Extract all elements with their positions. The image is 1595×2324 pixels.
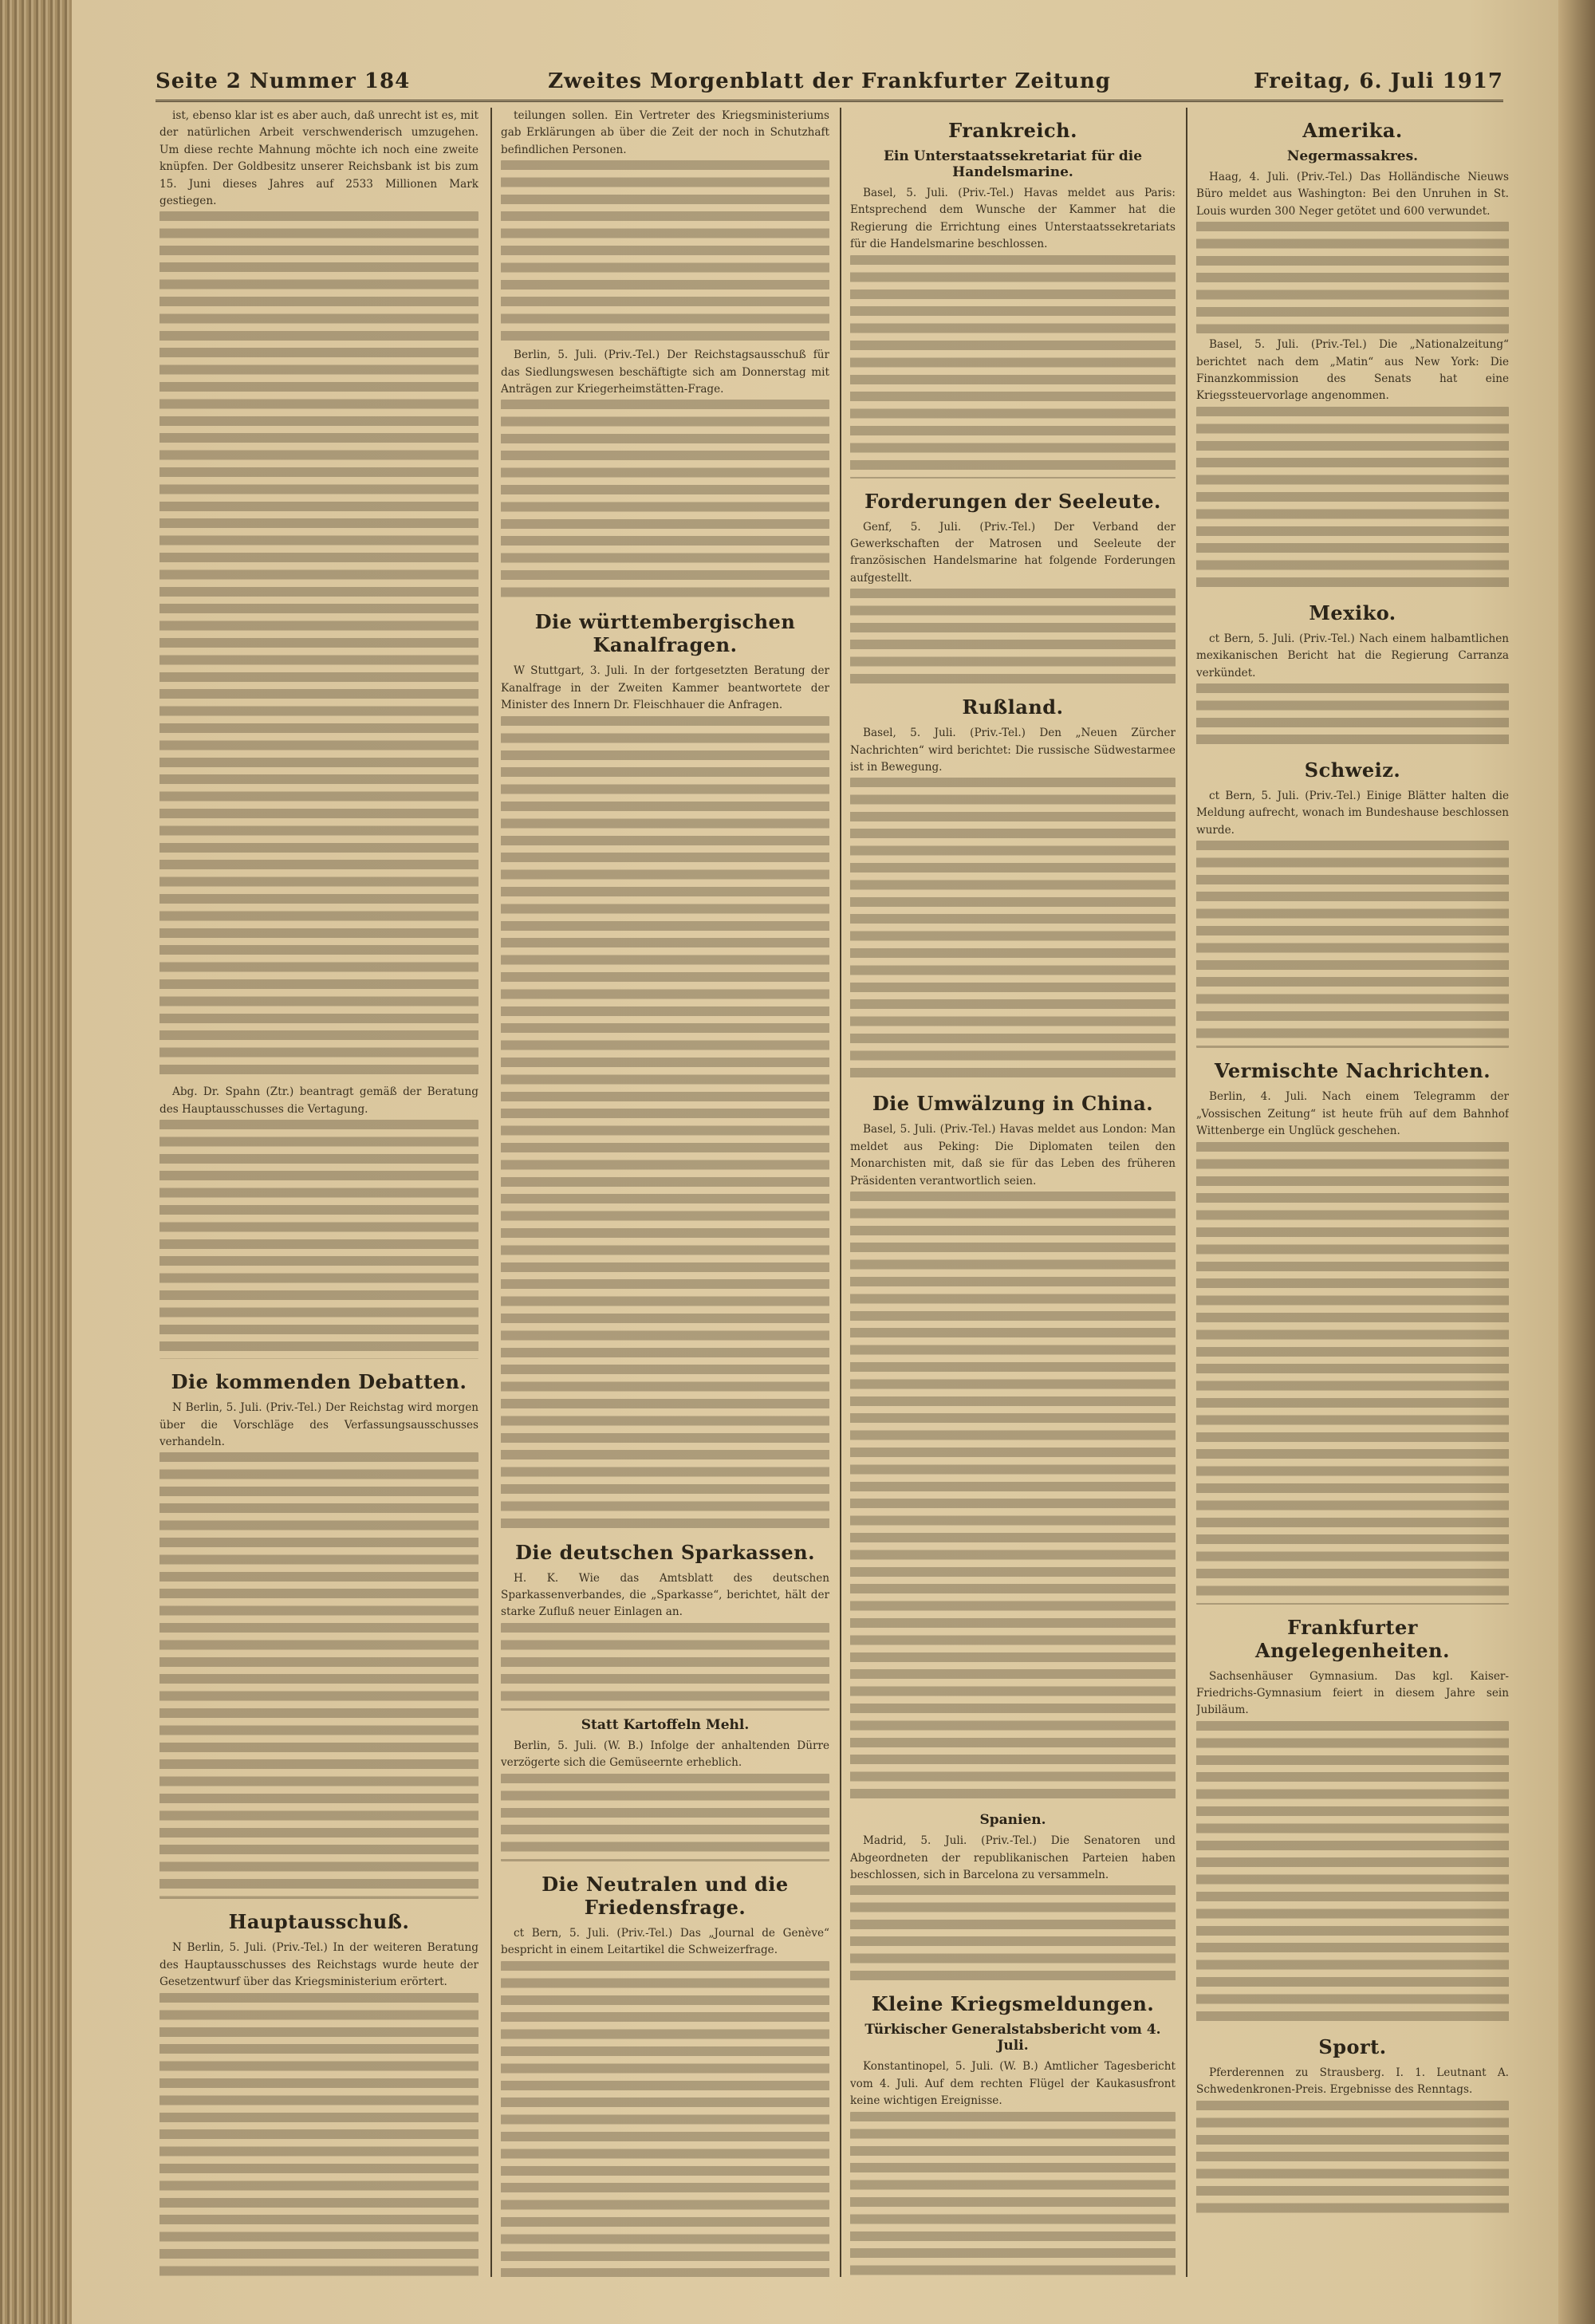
article-paragraph: Madrid, 5. Juli. (Priv.-Tel.) Die Senatoren und Abgeordneten der republikanischen Parteien haben beschlossen, sich in Barcelona zu versammeln. — [850, 1834, 1176, 1881]
article-body-text — [501, 1774, 829, 1861]
article-subheadline: Spanien. — [979, 1812, 1046, 1829]
page-edge — [1558, 0, 1595, 2324]
article-headline: Rußland. — [962, 695, 1064, 719]
column-1 — [160, 108, 478, 2277]
article-paragraph: Basel, 5. Juli. (Priv.-Tel.) Havas meldet aus Paris: Entsprechend dem Wunsche der Kammer hat die Regierung die Errichtung eines Unterstaatssekretariats für die Handelsmarine beschlossen. — [850, 187, 1176, 251]
article-body-text — [850, 1192, 1176, 1806]
article-subheadline: Ein Unterstaatssekretariat für die Handelsmarine. — [883, 148, 1143, 180]
article-paragraph: Sachsenhäuser Gymnasium. Das kgl. Kaiser-Friedrichs-Gymnasium feiert in diesem Jahre sein Jubiläum. — [1196, 1669, 1509, 1717]
article-body-text — [160, 211, 478, 1081]
article-paragraph: Basel, 5. Juli. (Priv.-Tel.) Den „Neuen Zürcher Nachrichten“ wird berichtet: Die russische Südwestarmee ist in Bewegung. — [850, 727, 1176, 774]
article-paragraph: Abg. Dr. Spahn (Ztr.) beantragt gemäß der Beratung des Hauptausschusses die Vertagung. — [160, 1085, 478, 1116]
article-body-text — [501, 1623, 829, 1711]
article-headline: Die Umwälzung in China. — [872, 1092, 1154, 1116]
article-paragraph: ist, ebenso klar ist es aber auch, daß unrecht ist es, mit der natürlichen Arbeit verschwenderisch umzugehen. Um diese rechte Mahnung möchte ich noch eine zweite knüpfen. Der Goldbesitz unserer Reichsbank ist bis zum 15. Juni dieses Jahres auf 2533 Millionen Mark gestiegen. — [160, 109, 478, 208]
article-paragraph: Basel, 5. Juli. (Priv.-Tel.) Die „Nationalzeitung“ berichtet nach dem „Matin“ aus New York: Die Finanzkommission des Senats hat eine Kriegssteuervorlage angenommen. — [1196, 338, 1509, 403]
article-subheadline: Negermassakres. — [1286, 148, 1419, 164]
article-body-text — [160, 1993, 478, 2277]
article-headline: Forderungen der Seeleute. — [864, 489, 1161, 513]
article-subheadline: Türkischer Generalstabsbericht vom 4. Juli. — [864, 2022, 1161, 2054]
masthead — [156, 68, 1503, 102]
article-body-text — [501, 1961, 829, 2278]
article-body-text — [850, 255, 1176, 479]
article-paragraph: Pferderennen zu Strausberg. I. 1. Leutnant A. Schwedenkronen-Preis. Ergebnisse des Renntags. — [1196, 2066, 1509, 2097]
column-4 — [1196, 108, 1509, 2277]
article-headline: Amerika. — [1302, 119, 1403, 142]
article-paragraph: teilungen sollen. Ein Vertreter des Kriegsministeriums gab Erklärungen ab über die Zeit der noch in Schutzhaft befindlichen Personen. — [501, 109, 829, 156]
article-headline: Die deutschen Sparkassen. — [515, 1540, 815, 1564]
issue-date: Freitag, 6. Juli 1917 — [1254, 69, 1503, 93]
article-headline: Frankfurter Angelegenheiten. — [1254, 1615, 1450, 1662]
article-body-text — [850, 778, 1176, 1081]
article-body-text — [1196, 1142, 1509, 1605]
article-body-text — [1196, 407, 1509, 590]
article-paragraph: H. K. Wie das Amtsblatt des deutschen Sparkassenverbandes, die „Sparkasse“, berichtet, hält der starke Zufluß neuer Einlagen an. — [501, 1571, 829, 1619]
article-body-text — [501, 400, 829, 599]
article-paragraph: N Berlin, 5. Juli. (Priv.-Tel.) Der Reichstag wird morgen über die Vorschläge des Verfassungsausschusses verhandeln. — [160, 1401, 478, 1449]
article-headline: Die Neutralen und die Friedensfrage. — [542, 1872, 789, 1919]
article-body-text — [850, 1885, 1176, 1981]
article-body-text — [160, 1452, 478, 1899]
column-rule — [840, 108, 841, 2277]
article-body-text — [501, 716, 829, 1530]
article-body-text — [1196, 683, 1509, 747]
article-headline: Die kommenden Debatten. — [171, 1370, 467, 1394]
article-headline: Sport. — [1318, 2034, 1387, 2058]
article-headline: Frankreich. — [948, 119, 1077, 142]
column-rule — [1186, 108, 1187, 2277]
article-body-text — [1196, 2101, 1509, 2220]
article-body-text — [1196, 222, 1509, 333]
book-binding — [0, 0, 72, 2324]
article-headline: Die württembergischen Kanalfragen. — [534, 610, 796, 657]
article-paragraph: ct Bern, 5. Juli. (Priv.-Tel.) Das „Journal de Genève“ bespricht in einem Leitartikel die Schweizerfrage. — [501, 1926, 829, 1957]
article-paragraph: ct Bern, 5. Juli. (Priv.-Tel.) Nach einem halbamtlichen mexikanischen Bericht hat die Regierung Carranza verkündet. — [1196, 632, 1509, 679]
article-paragraph: ct Bern, 5. Juli. (Priv.-Tel.) Einige Blätter halten die Meldung aufrecht, wonach im Bundeshause beschlossen wurde. — [1196, 790, 1509, 837]
article-paragraph: W Stuttgart, 3. Juli. In der fortgesetzten Beratung der Kanalfrage in der Zweiten Kammer beantwortete der Minister des Innern Dr. Fleischhauer die Anfragen. — [501, 664, 829, 712]
article-paragraph: Berlin, 5. Juli. (Priv.-Tel.) Der Reichstagsausschuß für das Siedlungswesen beschäftigte sich am Donnerstag mit Anträgen zur Kriegerheimstätten-Frage. — [501, 349, 829, 396]
column-2 — [501, 108, 829, 2277]
article-paragraph: Berlin, 5. Juli. (W. B.) Infolge der anhaltenden Dürre verzögerte sich die Gemüseernte erheblich. — [501, 1739, 829, 1770]
article-headline: Mexiko. — [1309, 601, 1396, 624]
article-paragraph: Berlin, 4. Juli. Nach einem Telegramm der „Vossischen Zeitung“ ist heute früh auf dem Bahnhof Wittenberge ein Unglück geschehen. — [1196, 1090, 1509, 1138]
article-body-text — [850, 2112, 1176, 2277]
article-body-text — [1196, 1721, 1509, 2024]
article-headline: Vermischte Nachrichten. — [1214, 1059, 1491, 1083]
page-number: Seite 2 Nummer 184 — [156, 69, 411, 93]
article-body-text — [850, 589, 1176, 684]
article-paragraph: Haag, 4. Juli. (Priv.-Tel.) Das Holländische Nieuws Büro meldet aus Washington: Bei den Unruhen in St. Louis wurden 300 Neger getötet und 600 verwundet. — [1196, 171, 1509, 218]
article-body-text — [160, 1120, 478, 1359]
article-headline: Hauptausschuß. — [228, 1910, 410, 1934]
newspaper-title: Zweites Morgenblatt der Frankfurter Zeitung — [548, 69, 1111, 93]
article-body-text — [501, 160, 829, 344]
column-rule — [490, 108, 492, 2277]
article-paragraph: Konstantinopel, 5. Juli. (W. B.) Amtlicher Tagesbericht vom 4. Juli. Auf dem rechten Flügel der Kaukasusfront keine wichtigen Ereignisse. — [850, 2060, 1176, 2108]
article-headline: Kleine Kriegsmeldungen. — [871, 1992, 1155, 2016]
article-headline: Schweiz. — [1304, 758, 1401, 782]
article-paragraph: N Berlin, 5. Juli. (Priv.-Tel.) In der weiteren Beratung des Hauptausschusses des Reichstags wurde heute der Gesetzentwurf über das Kriegsministerium erörtert. — [160, 1941, 478, 1989]
article-paragraph: Genf, 5. Juli. (Priv.-Tel.) Der Verband der Gewerkschaften der Matrosen und Seeleute der französischen Handelsmarine hat folgende Forderungen aufgestellt. — [850, 520, 1176, 585]
article-paragraph: Basel, 5. Juli. (Priv.-Tel.) Havas meldet aus London: Man meldet aus Peking: Die Diplomaten teilen den Monarchisten mit, daß sie für das Leben des früheren Präsidenten verantwortlich seien. — [850, 1123, 1176, 1188]
article-body-text — [1196, 841, 1509, 1048]
column-3 — [850, 108, 1176, 2277]
article-subheadline: Statt Kartoffeln Mehl. — [581, 1716, 750, 1733]
